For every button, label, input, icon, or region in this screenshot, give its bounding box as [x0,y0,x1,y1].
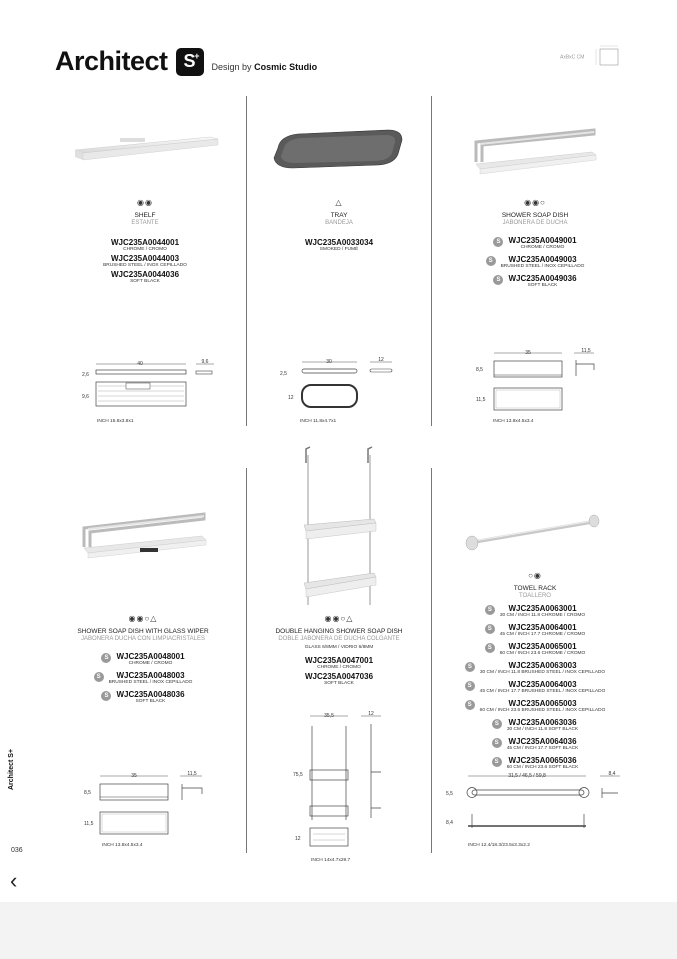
viewer-bottom-bar [0,902,677,959]
shelf-dimension-drawing [68,356,228,416]
s-badge-icon: S [492,757,502,767]
s-badge-icon: S [493,237,503,247]
variant-row: S WJC235A0063003 30 CM / INCH 11.8 BRUSHED STEEL / INOX CEPILLADO [440,659,630,675]
product-shower-soap-dish [440,198,630,288]
product-name-es: BANDEJA [325,220,353,226]
svg-text:2,6: 2,6 [82,372,89,378]
finish-icons: ◉◉○ [524,198,546,207]
product-name: SHOWER SOAP DISH WITH GLASS WIPER [77,628,209,635]
inch-dimensions: INCH 11.8x4.7x1 [300,419,337,424]
variant-row: S WJC235A0064001 45 CM / INCH 17.7 CHROME / CROMO [440,621,630,637]
product-code: WJC235A0044036 [110,270,180,279]
svg-text:35: 35 [525,350,531,356]
brand-name: Architect [55,46,168,76]
product-code: WJC235A0044001 [110,238,180,247]
double-hanging-soap-dish-image [296,445,386,610]
product-finish: CHROME / CROMO [123,247,167,252]
product-code: WJC235A0033034 [304,238,374,247]
svg-text:8,4: 8,4 [446,820,453,826]
product-name-es: JABONERA DUCHA CON LIMPIACRISTALES [81,636,205,642]
svg-text:2,5: 2,5 [280,371,287,377]
variant-row: S WJC235A0048001 CHROME / CROMO [48,650,238,666]
svg-text:5,5: 5,5 [446,791,453,797]
column-divider [431,96,432,426]
variant-row: S WJC235A0063036 30 CM / INCH 11.8 SOFT BLACK [440,716,630,732]
product-towel-rack [440,571,630,770]
product-code: WJC235A0047001 [304,656,374,665]
brand-logo-icon: S + [176,48,204,76]
towel-rack-dimension-drawing [442,768,632,840]
tray-image [268,128,408,173]
finish-icons: ◉◉○△ [324,614,354,623]
inch-dimensions: INCH 13.8x4.5x3.4 [102,843,143,848]
variant-row: S WJC235A0048036 SOFT BLACK [48,688,238,704]
variant-row: S WJC235A0049003 BRUSHED STEEL / INOX CEPILLADO [440,253,630,269]
svg-text:40: 40 [137,361,143,367]
product-finish: CHROME / CROMO [317,665,361,670]
inch-dimensions: INCH 15.6x3.8x1 [97,419,134,424]
svg-text:12: 12 [368,711,374,717]
chevron-left-icon[interactable]: ‹ [10,868,18,893]
variant-row: S WJC235A0048003 BRUSHED STEEL / INOX CEPILLADO [48,669,238,685]
product-name: SHOWER SOAP DISH [501,212,569,219]
s-badge-icon: S [492,738,502,748]
product-name-es: JABONERA DE DUCHA [502,220,568,226]
s-badge-icon: S [465,681,475,691]
svg-text:11,5: 11,5 [476,397,486,403]
variant-row: S WJC235A0065003 60 CM / INCH 23.6 BRUSHED STEEL / INOX CEPILLADO [440,697,630,713]
svg-text:11,5: 11,5 [581,348,591,354]
box-dimension-icon [590,44,630,70]
product-tray [244,198,434,252]
finish-icons: △ [335,198,343,207]
svg-text:31,5 / 46,5 / 59,8: 31,5 / 46,5 / 59,8 [508,773,546,779]
svg-text:11,5: 11,5 [187,771,197,777]
product-double-hanging-soap-dish [244,614,434,686]
glass-note: GLASS 6/8MM / VIDRIO 6/8MM [304,645,374,650]
product-finish: SMOKED / FUMÉ [319,247,359,252]
s-badge-icon: S [465,662,475,672]
product-name: DOUBLE HANGING SHOWER SOAP DISH [275,628,403,635]
shelf-image [70,125,220,170]
product-soap-dish-with-wiper [48,614,238,704]
variant-row: S WJC235A0049001 CHROME / CROMO [440,234,630,250]
towel-rack-image [462,510,607,555]
product-finish: BRUSHED STEEL / INOX CEPILLADO [103,263,187,268]
product-code: WJC235A0047036 [304,672,374,681]
inch-dimensions: INCH 14x4.7x29.7 [311,858,351,863]
variant-row: S WJC235A0064036 45 CM / INCH 17.7 SOFT BLACK [440,735,630,751]
svg-text:9,6: 9,6 [201,359,209,365]
svg-text:8,5: 8,5 [84,790,91,796]
svg-text:12: 12 [378,357,384,363]
variant-row: S WJC235A0064003 45 CM / INCH 17.7 BRUSHED STEEL / INOX CEPILLADO [440,678,630,694]
soap-dish-with-wiper-image [78,502,213,564]
product-name-es: ESTANTE [131,220,159,226]
s-badge-icon: S [465,700,475,710]
inch-dimensions: INCH 13.8x4.5x3.4 [493,419,534,424]
variant-row: S WJC235A0065001 60 CM / INCH 23.6 CHROME / CROMO [440,640,630,656]
page-number: 036 [11,847,23,854]
s-badge-icon: S [485,605,495,615]
side-brand-label: Architect S+ [8,748,15,790]
svg-text:35,5: 35,5 [324,713,334,719]
finish-icons: ◉◉ [137,198,153,207]
finish-icons: ○◉ [528,571,542,580]
svg-text:35: 35 [131,773,137,779]
soap-dish-with-wiper-dimension-drawing [80,770,220,840]
s-badge-icon: S [493,275,503,285]
product-name: TRAY [330,212,348,219]
s-badge-icon: S [94,672,104,682]
svg-text:30: 30 [326,359,332,365]
svg-text:75,5: 75,5 [293,772,303,778]
svg-text:11,5: 11,5 [84,821,94,827]
product-name-es: DOBLE JABONERA DE DUCHA COLGANTE [278,636,400,642]
product-name: SHELF [134,212,156,219]
s-badge-icon: S [492,719,502,729]
svg-text:8,5: 8,5 [476,367,483,373]
variant-row: S WJC235A0063001 30 CM / INCH 11.8 CHROME / CROMO [440,602,630,618]
tray-dimension-drawing [272,355,402,415]
s-badge-icon: S [485,643,495,653]
shower-soap-dish-dimension-drawing [470,346,610,416]
design-credit: Design by Cosmic Studio [211,61,318,72]
product-shelf [50,198,240,284]
scale-note: AxBxC CM [560,44,630,70]
svg-text:8,4: 8,4 [608,771,616,777]
column-divider [246,96,247,426]
double-hanging-soap-dish-dimension-drawing [285,710,395,856]
s-badge-icon: S [486,256,496,266]
s-badge-icon: S [485,624,495,634]
svg-text:9,6: 9,6 [82,394,89,400]
product-finish: SOFT BLACK [324,681,354,686]
svg-text:12: 12 [288,395,294,401]
brand-header [55,46,317,77]
product-name: TOWEL RACK [513,585,557,592]
s-badge-icon: S [101,691,111,701]
product-code: WJC235A0044003 [110,254,180,263]
shower-soap-dish-image [468,122,603,182]
variant-row: S WJC235A0065036 60 CM / INCH 23.6 SOFT BLACK [440,754,630,770]
svg-text:12: 12 [295,836,301,842]
variant-row: S WJC235A0049036 SOFT BLACK [440,272,630,288]
product-name-es: TOALLERO [519,593,551,599]
product-finish: SOFT BLACK [130,279,160,284]
s-badge-icon: S [101,653,111,663]
inch-dimensions: INCH 12.4/18.3/23.5x3.3x2.2 [468,843,530,848]
finish-icons: ◉◉○△ [128,614,158,623]
